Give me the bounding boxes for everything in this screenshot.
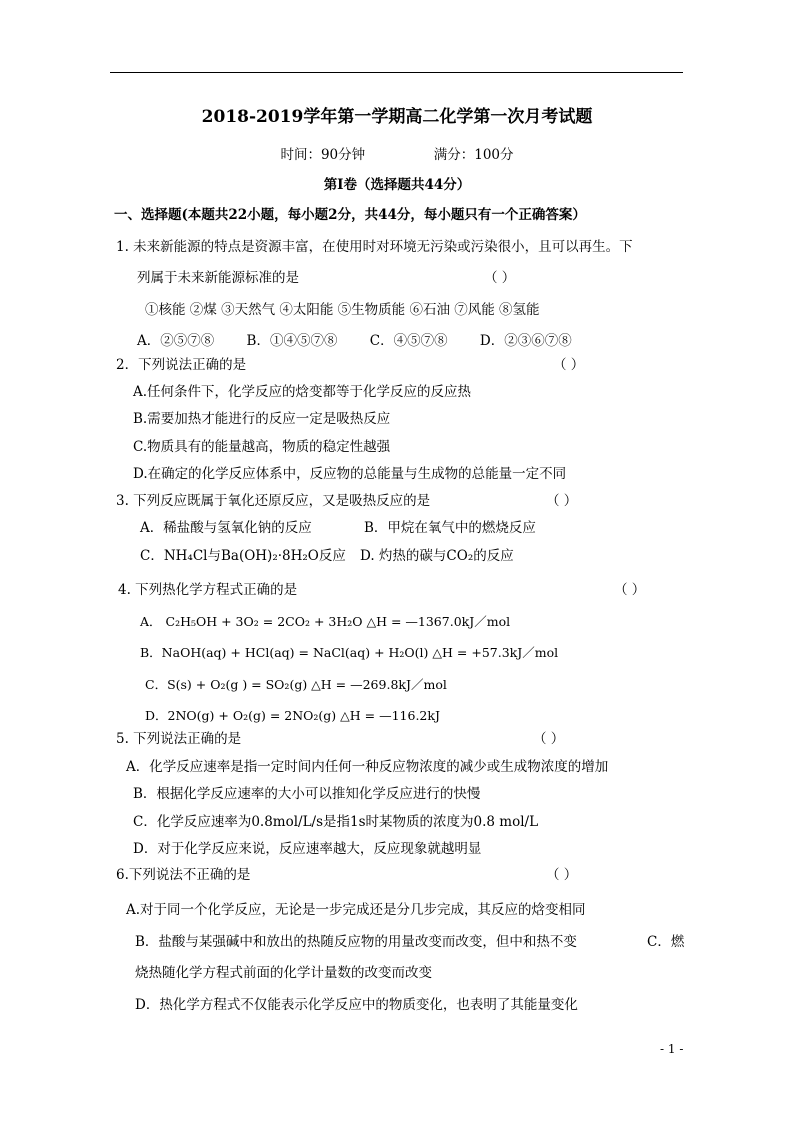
q4-stem: 4. 下列热化学方程式正确的是 <box>118 582 298 598</box>
q6-answer-blank: （ ） <box>546 867 578 883</box>
q5-stem: 5. 下列说法正确的是 <box>116 731 242 747</box>
q1-option-d: D．②③⑥⑦⑧ <box>479 333 572 349</box>
q5-option-a: A．化学反应速率是指一定时间内任何一种反应物浓度的减少或生成物浓度的增加 <box>126 759 609 775</box>
q6-option-c-cont: 烧热随化学方程式前面的化学计量数的改变而改变 <box>135 965 432 981</box>
q6-option-a: A.对于同一个化学反应，无论是一步完成还是分几步完成，其反应的焓变相同 <box>126 902 586 918</box>
q4-option-a: A． C₂H₅OH + 3O₂ = 2CO₂ + 3H₂O △H = —1367.0kJ／mol <box>140 614 511 629</box>
q1-option-c: C．④⑤⑦⑧ <box>369 333 448 349</box>
q5-option-c: C．化学反应速率为0.8mol/L/s是指1s时某物质的浓度为0.8 mol/L <box>133 814 539 830</box>
q3-option-d: D. 灼热的碳与CO₂的反应 <box>360 548 514 564</box>
q1-stem-line2: 列属于未来新能源标准的是 <box>137 270 299 286</box>
q5-option-d: D．对于化学反应来说，反应速率越大，反应现象就越明显 <box>133 841 482 857</box>
q4-option-c: C．S(s) + O₂(g ) = SO₂(g) △H = —269.8kJ／mol <box>145 677 447 692</box>
q3-option-b: B．甲烷在氧气中的燃烧反应 <box>364 520 536 536</box>
q2-option-a: A.任何条件下，化学反应的焓变都等于化学反应的反应热 <box>133 384 472 400</box>
q1-items: ①核能 ②煤 ③天然气 ④太阳能 ⑤生物质能 ⑥石油 ⑦风能 ⑧氢能 <box>145 302 540 318</box>
q4-option-d: D．2NO(g) + O₂(g) = 2NO₂(g) △H = —116.2kJ <box>145 708 440 723</box>
exam-title: 2018-2019学年第一学期高二化学第一次月考试题 <box>201 107 593 127</box>
exam-meta <box>0 146 794 164</box>
q3-stem: 3. 下列反应既属于氧化还原反应，又是吸热反应的是 <box>116 493 431 509</box>
q6-option-d: D．热化学方程式不仅能表示化学反应中的物质变化，也表明了其能量变化 <box>135 997 578 1013</box>
exam-score: 满分：100分 <box>433 147 514 163</box>
header-rule <box>110 72 683 73</box>
q2-option-d: D.在确定的化学反应体系中，反应物的总能量与生成物的总能量一定不同 <box>133 466 567 482</box>
q5-option-b: B．根据化学反应速率的大小可以推知化学反应进行的快慢 <box>133 786 481 802</box>
q6-option-c-start: C．燃 <box>647 934 685 950</box>
q1-stem-line1: 1. 未来新能源的特点是资源丰富，在使用时对环境无污染或污染很小，且可以再生。下 <box>116 239 633 255</box>
q1-answer-blank: （ ） <box>484 270 516 286</box>
q3-option-c: C．NH₄Cl与Ba(OH)₂·8H₂O反应 <box>140 548 346 564</box>
exam-time: 时间：90分钟 <box>280 147 366 163</box>
part-heading: 第Ⅰ卷（选择题共44分） <box>323 177 471 193</box>
q3-answer-blank: （ ） <box>546 493 578 509</box>
q2-stem: 2．下列说法正确的是 <box>116 357 247 373</box>
q6-option-b: B．盐酸与某强碱中和放出的热随反应物的用量改变而改变，但中和热不变 <box>135 934 577 950</box>
q6-stem: 6.下列说法不正确的是 <box>116 867 251 883</box>
q2-option-c: C.物质具有的能量越高，物质的稳定性越强 <box>133 439 391 455</box>
q2-answer-blank: （ ） <box>553 357 585 373</box>
section-heading: 一、选择题(本题共22小题，每小题2分，共44分，每小题只有一个正确答案） <box>114 207 586 223</box>
q5-answer-blank: （ ） <box>533 731 565 747</box>
q1-options <box>137 332 600 350</box>
q3-option-a: A．稀盐酸与氢氧化钠的反应 <box>140 520 312 536</box>
q4-option-b: B．NaOH(aq) + HCl(aq) = NaCl(aq) + H₂O(l) △H = +57.3kJ／mol <box>140 645 559 660</box>
q1-option-a: A．②⑤⑦⑧ <box>137 333 215 349</box>
page-number: - 1 - <box>660 1042 684 1056</box>
q1-option-b: B．①④⑤⑦⑧ <box>246 333 338 349</box>
q4-answer-blank: （ ） <box>614 582 646 598</box>
q2-option-b: B.需要加热才能进行的反应一定是吸热反应 <box>133 411 391 427</box>
